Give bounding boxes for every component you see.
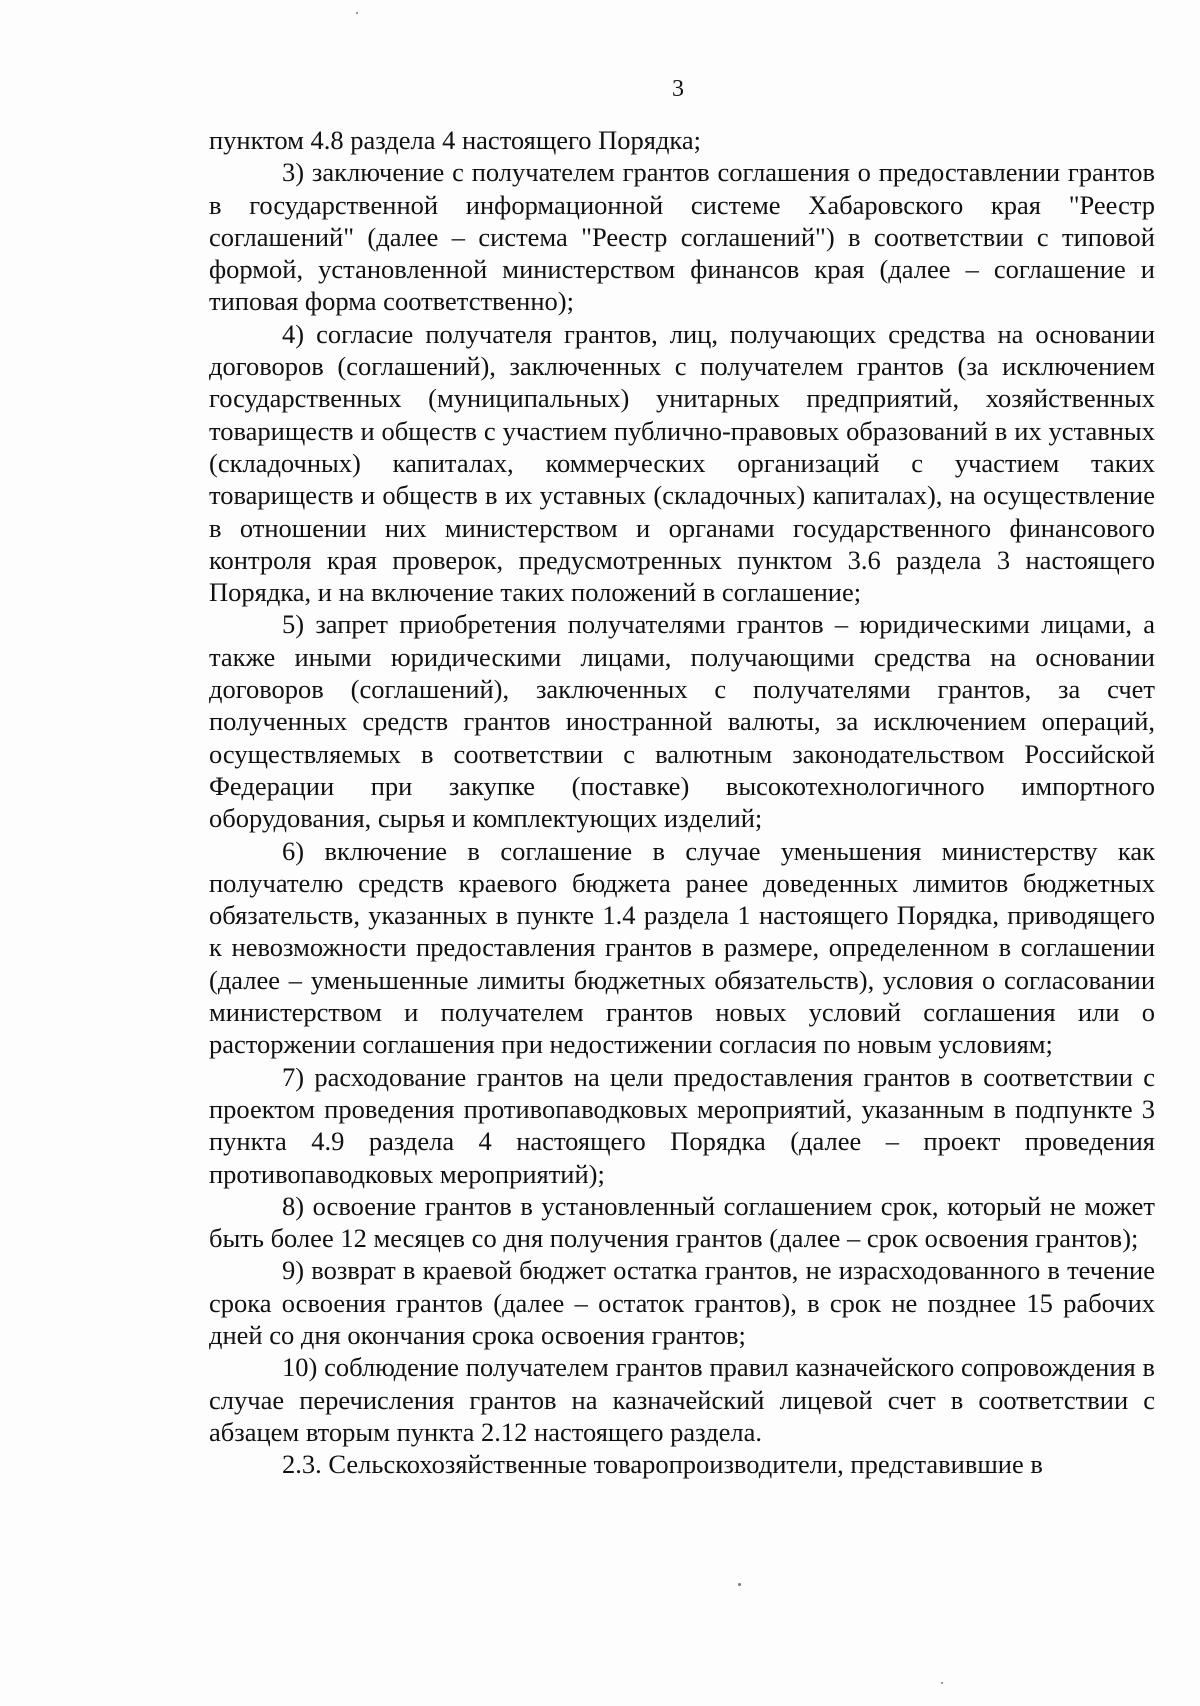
paragraph-item-8: 8) освоение грантов в установленный соглашением срок, который не может быть более 12 месяцев со дня получения грантов (далее – срок освоения грантов); <box>209 1190 1155 1254</box>
paragraph-item-4: 4) согласие получателя грантов, лиц, получающих средства на основании договоров (соглашений), заключенных с получателем грантов (за исключением государственных (муниципальных) унитарных предприятий, хозяйственных товариществ и обществ с участием публично-правовых образований в их уставных (складочных) капиталах, коммерческих организаций с участием таких товариществ и обществ в их уставных (складочных) капиталах), на осуществление в отношении них министерством и органами государственного финансового контроля края проверок, предусмотренных пунктом 3.6 раздела 3 настоящего Порядка, и на включение таких положений в соглашение; <box>209 318 1155 608</box>
paragraph-item-10: 10) соблюдение получателем грантов правил казначейского сопровождения в случае перечисления грантов на казначейский лицевой счет в соответствии с абзацем вторым пункта 2.12 настоящего раздела. <box>209 1352 1155 1447</box>
paragraph-section-2-3: 2.3. Сельскохозяйственные товаропроизводители, представившие в <box>282 1449 1043 1480</box>
paragraph-item-6: 6) включение в соглашение в случае уменьшения министерству как получателю средств краевого бюджета ранее доведенных лимитов бюджетных обязательств, указанных в пункте 1.4 раздела 1 настоящего Порядка, приводящего к невозможности предоставления грантов в размере, определенном в соглашении (далее – уменьшенные лимиты бюджетных обязательств), условия о согласовании министерством и получателем грантов новых условий соглашения или о расторжении соглашения при недостижении согласия по новым условиям; <box>209 835 1155 1060</box>
paragraph-item-9: 9) возврат в краевой бюджет остатка грантов, не израсходованного в течение срока освоения грантов (далее – остаток грантов), в срок не позднее 15 рабочих дней со дня окончания срока освоения грантов; <box>209 1255 1155 1350</box>
scan-speck <box>356 12 358 14</box>
scan-speck <box>941 1682 943 1684</box>
paragraph-item-7: 7) расходование грантов на цели предоставления грантов в соответствии с проектом проведения противопаводковых мероприятий, указанным в подпункте 3 пункта 4.9 раздела 4 настоящего Порядка (далее – проект проведения противопаводковых мероприятий); <box>209 1061 1155 1189</box>
paragraph-item-5: 5) запрет приобретения получателями грантов – юридическими лицами, а также иными юридическими лицами, получающими средства на основании договоров (соглашений), заключенных с получателями грантов, за счет полученных средств грантов иностранной валюты, за исключением операций, осуществляемых в соответствии с валютным законодательством Российской Федерации при закупке (поставке) высокотехнологичного импортного оборудования, сырья и комплектующих изделий; <box>209 609 1155 834</box>
scan-speck <box>738 1583 741 1586</box>
paragraph-continuation: пунктом 4.8 раздела 4 настоящего Порядка; <box>209 125 702 155</box>
page-number: 3 <box>672 76 684 102</box>
paragraph-item-3: 3) заключение с получателем грантов соглашения о предоставлении грантов в государственной информационной системе Хабаровского края "Реестр соглашений" (далее – система "Реестр соглашений") в соответствии с типовой формой, установленной министерством финансов края (далее – соглашение и типовая форма соответственно); <box>209 157 1155 317</box>
document-body <box>209 124 1155 1480</box>
